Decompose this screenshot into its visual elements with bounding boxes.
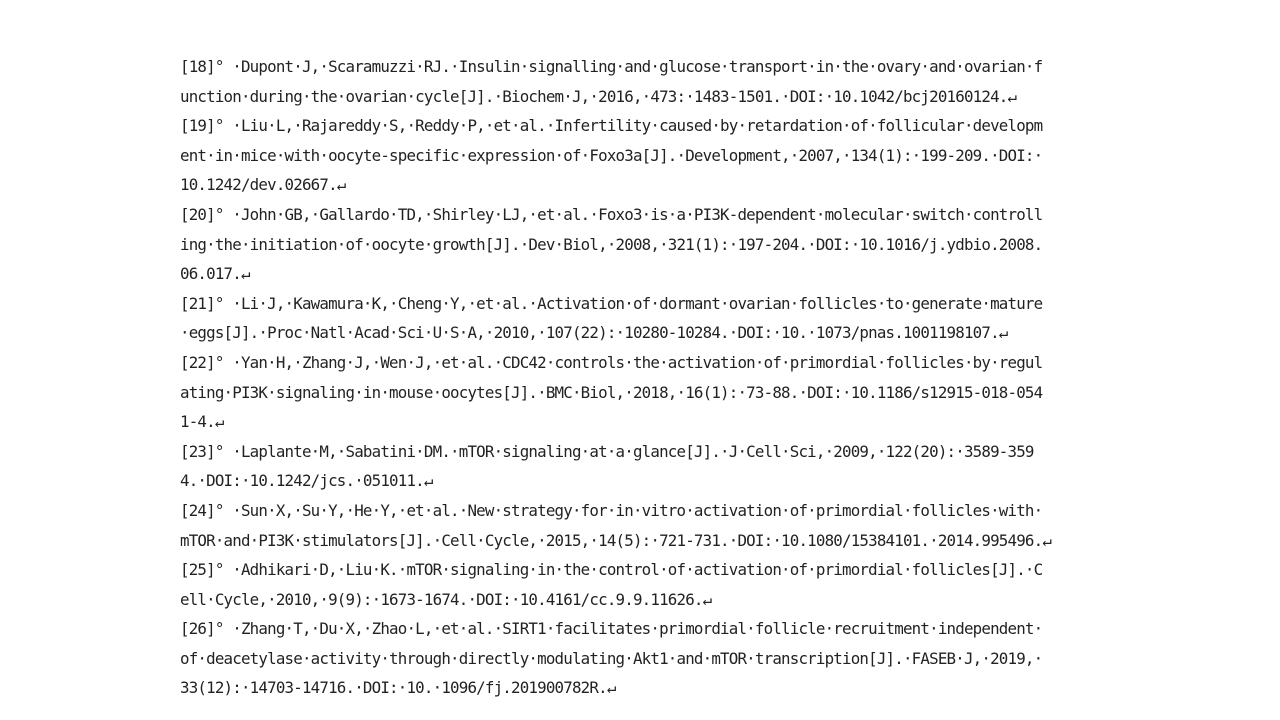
- reference-line: of·deacetylase·activity·through·directly·modulating·Akt1·and·mTOR·transcription[J].·FASEB·J,·2019,·: [180, 648, 1043, 668]
- reference-line: ing·the·initiation·of·oocyte·growth[J].·Dev·Biol,·2008,·321(1):·197-204.·DOI:·10.1016/j.ydbio.2008.: [180, 234, 1043, 254]
- reference-line: ell·Cycle,·2010,·9(9):·1673-1674.·DOI:·10.4161/cc.9.9.11626.↵: [180, 589, 712, 609]
- reference-line: [26]° ·Zhang·T,·Du·X,·Zhao·L,·et·al.·SIRT1·facilitates·primordial·follicle·recruitment·independent·: [180, 619, 1043, 639]
- reference-line: ating·PI3K·signaling·in·mouse·oocytes[J].·BMC·Biol,·2018,·16(1):·73-88.·DOI:·10.1186/s12915-018-054: [180, 382, 1043, 402]
- reference-line: [18]° ·Dupont·J,·Scaramuzzi·RJ.·Insulin·signalling·and·glucose·transport·in·the·ovary·and·ovarian·f: [180, 57, 1043, 76]
- reference-24[interactable]: [180, 496, 1174, 555]
- reference-21[interactable]: [180, 289, 1174, 348]
- reference-line: ·eggs[J].·Proc·Natl·Acad·Sci·U·S·A,·2010,·107(22):·10280-10284.·DOI:·10.·1073/pnas.1001198107.↵: [180, 323, 1008, 343]
- reference-26[interactable]: [180, 614, 1174, 703]
- reference-line: [25]° ·Adhikari·D,·Liu·K.·mTOR·signaling·in·the·control·of·activation·of·primordial·follicles[J].·C: [180, 560, 1043, 580]
- reference-line: 10.1242/dev.02667.↵: [180, 175, 346, 195]
- reference-line: 1-4.↵: [180, 412, 224, 432]
- reference-line: [24]° ·Sun·X,·Su·Y,·He·Y,·et·al.·New·strategy·for·in·vitro·activation·of·primordial·follicles·with·: [180, 500, 1043, 520]
- reference-22[interactable]: [180, 348, 1174, 437]
- reference-18[interactable]: [180, 52, 1174, 111]
- reference-line: 4.·DOI:·10.1242/jcs.·051011.↵: [180, 471, 433, 491]
- reference-line: mTOR·and·PI3K·stimulators[J].·Cell·Cycle,·2015,·14(5):·721-731.·DOI:·10.1080/15384101.·2014.995496.↵: [180, 530, 1052, 550]
- reference-line: 33(12):·14703-14716.·DOI:·10.·1096/fj.201900782R.↵: [180, 678, 616, 698]
- reference-line: [20]° ·John·GB,·Gallardo·TD,·Shirley·LJ,·et·al.·Foxo3·is·a·PI3K-dependent·molecular·switch·controll: [180, 204, 1043, 224]
- reference-line: [19]° ·Liu·L,·Rajareddy·S,·Reddy·P,·et·al.·Infertility·caused·by·retardation·of·follicular·developm: [180, 116, 1043, 136]
- reference-20[interactable]: [180, 200, 1174, 289]
- reference-line: [21]° ·Li·J,·Kawamura·K,·Cheng·Y,·et·al.·Activation·of·dormant·ovarian·follicles·to·generate·mature: [180, 293, 1043, 313]
- reference-line: ent·in·mice·with·oocyte-specific·expression·of·Foxo3a[J].·Development,·2007,·134(1):·199-209.·DOI:·: [180, 145, 1043, 165]
- reference-line: [22]° ·Yan·H,·Zhang·J,·Wen·J,·et·al.·CDC42·controls·the·activation·of·primordial·follicles·by·regul: [180, 352, 1043, 372]
- reference-line: unction·during·the·ovarian·cycle[J].·Biochem·J,·2016,·473:·1483-1501.·DOI:·10.1042/bcj20160124.↵: [180, 86, 1017, 106]
- reference-line: [23]° ·Laplante·M,·Sabatini·DM.·mTOR·signaling·at·a·glance[J].·J·Cell·Sci,·2009,·122(20):·3589-359: [180, 441, 1034, 461]
- reference-25[interactable]: [180, 555, 1174, 614]
- reference-19[interactable]: [180, 111, 1174, 200]
- reference-23[interactable]: [180, 437, 1174, 496]
- reference-list: [180, 52, 1174, 703]
- reference-line: 06.017.↵: [180, 264, 250, 284]
